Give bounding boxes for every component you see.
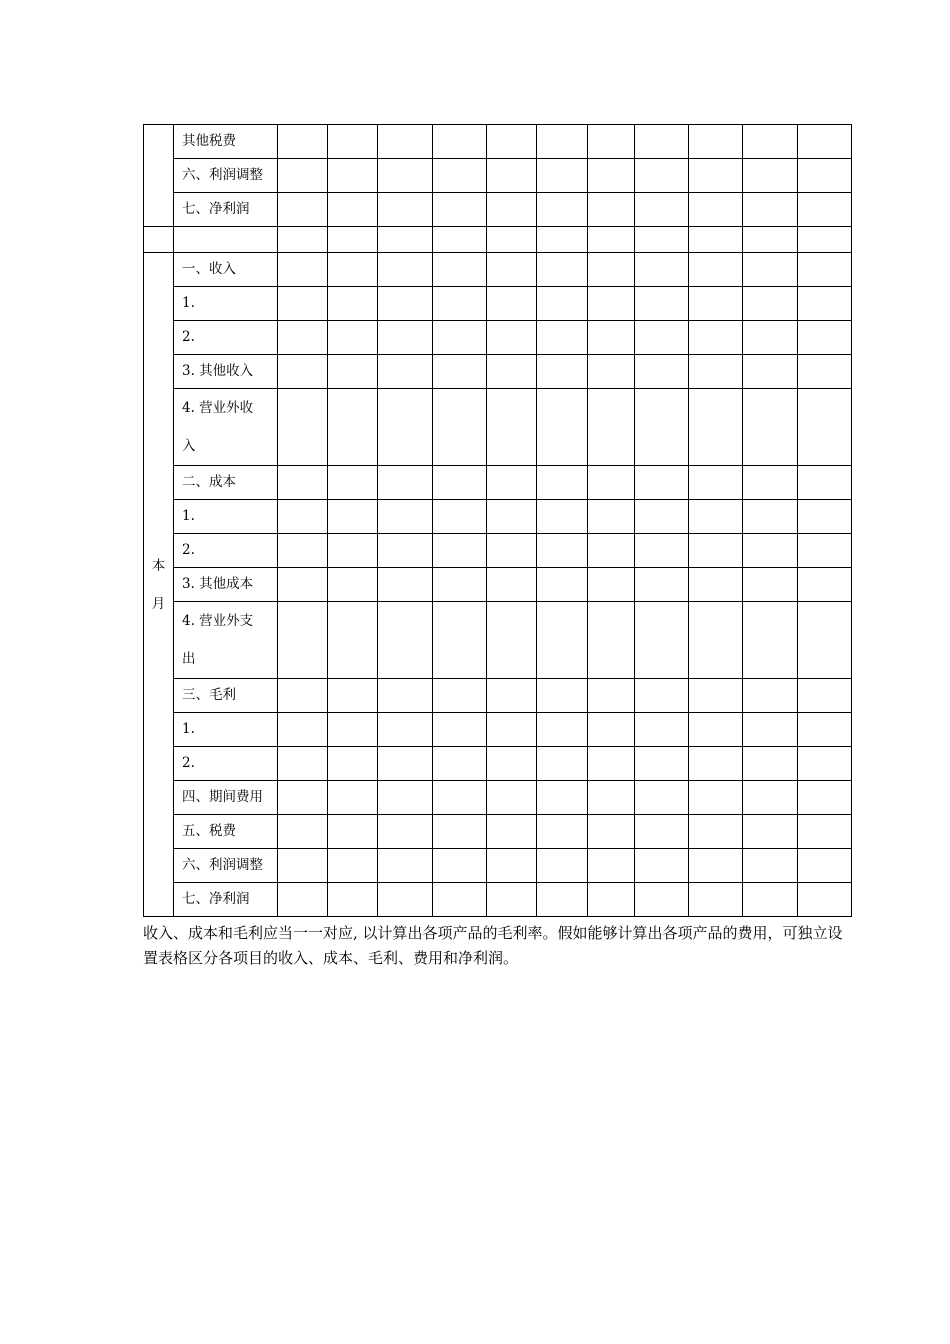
table-cell (588, 193, 635, 227)
table-cell (378, 679, 433, 713)
table-cell (433, 781, 487, 815)
table-cell (378, 781, 433, 815)
table-cell (433, 227, 487, 253)
table-cell (798, 713, 852, 747)
table-cell (798, 287, 852, 321)
row-label (174, 602, 278, 679)
table-cell (689, 815, 743, 849)
table-cell (378, 534, 433, 568)
table-cell (689, 159, 743, 193)
table-cell (433, 159, 487, 193)
table-cell (743, 193, 798, 227)
table-cell (588, 253, 635, 287)
table-cell (689, 466, 743, 500)
table-cell (433, 883, 487, 917)
section-side-label (144, 253, 174, 917)
table-cell (635, 321, 689, 355)
table-cell (328, 679, 378, 713)
table-cell (378, 125, 433, 159)
table-cell (635, 466, 689, 500)
table-cell (433, 602, 487, 679)
table-cell (378, 227, 433, 253)
table-cell (328, 781, 378, 815)
table-cell (588, 466, 635, 500)
table-cell (635, 500, 689, 534)
table-cell (378, 389, 433, 466)
table-cell (689, 355, 743, 389)
table-cell (378, 159, 433, 193)
table-cell (487, 534, 537, 568)
table-cell (635, 679, 689, 713)
table-cell (743, 568, 798, 602)
table-cell (537, 747, 588, 781)
row-label: 2. (174, 747, 278, 781)
table-cell (537, 781, 588, 815)
footnote-text: 收入、成本和毛利应当一一对应, 以计算出各项产品的毛利率。假如能够计算出各项产品的费用，可独立设置表格区分各项目的收入、成本、毛利、费用和净利润。 (143, 924, 843, 967)
table-cell (278, 125, 328, 159)
table-cell (635, 849, 689, 883)
table-cell (798, 747, 852, 781)
table-cell (743, 321, 798, 355)
table-cell (588, 883, 635, 917)
table-cell (635, 568, 689, 602)
table-cell (328, 849, 378, 883)
table-cell (689, 253, 743, 287)
table-cell (743, 227, 798, 253)
table-cell (278, 713, 328, 747)
table-cell (278, 883, 328, 917)
table-cell (635, 713, 689, 747)
table-cell (378, 568, 433, 602)
table-cell (278, 389, 328, 466)
table-cell (433, 466, 487, 500)
table-cell (487, 287, 537, 321)
table-cell (689, 500, 743, 534)
section-side-cell (144, 125, 174, 227)
table-cell (798, 500, 852, 534)
table-cell (743, 883, 798, 917)
table-cell (588, 602, 635, 679)
table-cell (689, 679, 743, 713)
table-cell (487, 747, 537, 781)
table-row (144, 500, 852, 534)
table-cell (278, 287, 328, 321)
table-cell (743, 287, 798, 321)
table-cell (328, 125, 378, 159)
table-cell (588, 389, 635, 466)
row-label: 三、毛利 (174, 679, 278, 713)
table-cell (689, 602, 743, 679)
table-cell (278, 193, 328, 227)
table-cell (278, 321, 328, 355)
row-label: 3. 其他收入 (174, 355, 278, 389)
table-cell (278, 679, 328, 713)
table-cell (433, 534, 487, 568)
table-cell (378, 883, 433, 917)
table-row (144, 287, 852, 321)
table-row (144, 815, 852, 849)
profit-table (143, 124, 852, 917)
table-cell (588, 287, 635, 321)
table-cell (537, 534, 588, 568)
table-cell (487, 568, 537, 602)
row-label: 七、净利润 (174, 883, 278, 917)
table-cell (798, 321, 852, 355)
row-label: 1. (174, 500, 278, 534)
row-label: 六、利润调整 (174, 849, 278, 883)
table-cell (537, 500, 588, 534)
table-cell (743, 747, 798, 781)
table-cell (798, 815, 852, 849)
table-cell (689, 568, 743, 602)
table-cell (378, 815, 433, 849)
table-cell (328, 287, 378, 321)
table-cell (537, 321, 588, 355)
table-cell (635, 253, 689, 287)
table-cell (487, 227, 537, 253)
table-cell (798, 125, 852, 159)
table-row (144, 253, 852, 287)
table-cell (433, 389, 487, 466)
table-cell (433, 500, 487, 534)
table-cell (328, 713, 378, 747)
table-cell (743, 159, 798, 193)
table-cell (328, 389, 378, 466)
table-cell (635, 193, 689, 227)
table-cell (537, 602, 588, 679)
table-cell (537, 253, 588, 287)
table-cell (278, 534, 328, 568)
table-cell (433, 253, 487, 287)
table-cell (487, 781, 537, 815)
table-cell (328, 568, 378, 602)
table-cell (635, 747, 689, 781)
table-cell (798, 781, 852, 815)
table-cell (537, 193, 588, 227)
table-cell (798, 679, 852, 713)
table-cell (537, 389, 588, 466)
table-row (144, 568, 852, 602)
table-cell (433, 321, 487, 355)
table-cell (487, 125, 537, 159)
table-cell (635, 159, 689, 193)
table-cell (278, 781, 328, 815)
table-cell (798, 227, 852, 253)
table-cell (278, 747, 328, 781)
table-cell (433, 747, 487, 781)
table-cell (798, 193, 852, 227)
table-cell (433, 125, 487, 159)
table-cell (689, 534, 743, 568)
table-row (144, 355, 852, 389)
table-cell (743, 253, 798, 287)
table-cell (487, 500, 537, 534)
table-cell (433, 355, 487, 389)
table-cell (487, 849, 537, 883)
table-cell (635, 602, 689, 679)
table-row (144, 159, 852, 193)
row-label: 1. (174, 287, 278, 321)
table-cell (689, 193, 743, 227)
table-cell (689, 321, 743, 355)
table-cell (537, 679, 588, 713)
table-cell (328, 466, 378, 500)
table-cell (635, 781, 689, 815)
table-cell (278, 227, 328, 253)
table-cell (743, 534, 798, 568)
row-label (174, 389, 278, 466)
table-cell (278, 568, 328, 602)
table-cell (537, 568, 588, 602)
table-cell (487, 679, 537, 713)
table-row (144, 781, 852, 815)
table-cell (588, 815, 635, 849)
table-cell (487, 883, 537, 917)
table-cell (433, 287, 487, 321)
table-cell (328, 815, 378, 849)
table-cell (328, 500, 378, 534)
table-cell (537, 159, 588, 193)
table-cell (798, 466, 852, 500)
table-cell (635, 389, 689, 466)
table-cell (743, 849, 798, 883)
table-row (144, 321, 852, 355)
table-cell (487, 321, 537, 355)
table-cell (144, 227, 174, 253)
table-cell (588, 534, 635, 568)
table-cell (588, 713, 635, 747)
table-cell (689, 849, 743, 883)
table-row (144, 883, 852, 917)
table-cell (588, 321, 635, 355)
table-cell (537, 849, 588, 883)
row-label: 1. (174, 713, 278, 747)
table-cell (798, 159, 852, 193)
table-cell (743, 602, 798, 679)
table-cell (798, 849, 852, 883)
table-row (144, 713, 852, 747)
table-cell (278, 602, 328, 679)
table-cell (487, 602, 537, 679)
table-cell (487, 159, 537, 193)
table-cell (743, 500, 798, 534)
table-cell (743, 679, 798, 713)
table-cell (487, 713, 537, 747)
table-cell (378, 602, 433, 679)
spacer-row (144, 227, 852, 253)
table-cell (487, 193, 537, 227)
table-cell (798, 883, 852, 917)
table-cell (278, 815, 328, 849)
table-cell (487, 815, 537, 849)
table-row (144, 534, 852, 568)
table-cell (798, 602, 852, 679)
row-label: 六、利润调整 (174, 159, 278, 193)
table-cell (537, 466, 588, 500)
table-cell (328, 602, 378, 679)
table-cell (689, 227, 743, 253)
table-cell (278, 500, 328, 534)
table-cell (537, 883, 588, 917)
table-cell (798, 253, 852, 287)
table-cell (278, 466, 328, 500)
table-cell (537, 713, 588, 747)
row-label: 2. (174, 321, 278, 355)
table-cell (378, 500, 433, 534)
table-cell (537, 815, 588, 849)
row-label: 五、税费 (174, 815, 278, 849)
table-cell (588, 747, 635, 781)
table-cell (537, 287, 588, 321)
table-cell (689, 125, 743, 159)
table-cell (635, 534, 689, 568)
table-cell (487, 355, 537, 389)
table-cell (378, 466, 433, 500)
table-cell (588, 500, 635, 534)
table-cell (328, 321, 378, 355)
table-cell (635, 355, 689, 389)
table-cell (278, 849, 328, 883)
table-cell (588, 849, 635, 883)
table-cell (378, 355, 433, 389)
table-cell (798, 355, 852, 389)
table-cell (689, 781, 743, 815)
row-label-text: 4. 营业外支出 (182, 613, 254, 667)
row-label: 2. (174, 534, 278, 568)
table-row (144, 466, 852, 500)
table-cell (689, 389, 743, 466)
table-cell (378, 193, 433, 227)
table-cell (588, 568, 635, 602)
table-cell (588, 679, 635, 713)
table-cell (278, 159, 328, 193)
table-cell (328, 747, 378, 781)
table-cell (328, 193, 378, 227)
table-cell (433, 815, 487, 849)
row-label-text: 4. 营业外收入 (182, 400, 254, 454)
table-cell (635, 287, 689, 321)
row-label: 七、净利润 (174, 193, 278, 227)
row-label: 其他税费 (174, 125, 278, 159)
table-cell (328, 534, 378, 568)
table-cell (378, 321, 433, 355)
table-cell (328, 883, 378, 917)
table-cell (378, 713, 433, 747)
table-row (144, 193, 852, 227)
table-cell (174, 227, 278, 253)
table-cell (689, 713, 743, 747)
table-cell (378, 287, 433, 321)
table-cell (487, 466, 537, 500)
table-cell (378, 849, 433, 883)
table-row (144, 389, 852, 466)
table-cell (635, 815, 689, 849)
table-cell (328, 159, 378, 193)
table-cell (798, 534, 852, 568)
table-cell (689, 883, 743, 917)
table-cell (433, 849, 487, 883)
table-cell (588, 781, 635, 815)
row-label: 一、收入 (174, 253, 278, 287)
table-cell (743, 781, 798, 815)
table-cell (378, 747, 433, 781)
table-cell (743, 355, 798, 389)
month-label: 本月 (151, 557, 166, 612)
table-row (144, 849, 852, 883)
table-cell (743, 713, 798, 747)
table-cell (689, 287, 743, 321)
table-cell (328, 227, 378, 253)
table-cell (743, 815, 798, 849)
table-cell (433, 568, 487, 602)
table-cell (278, 355, 328, 389)
table-cell (328, 253, 378, 287)
table-cell (588, 227, 635, 253)
table-cell (537, 125, 588, 159)
table-cell (537, 227, 588, 253)
table-cell (743, 466, 798, 500)
table-row (144, 747, 852, 781)
table-cell (635, 227, 689, 253)
table-cell (588, 125, 635, 159)
table-cell (278, 253, 328, 287)
table-row (144, 125, 852, 159)
table-cell (487, 253, 537, 287)
table-row (144, 602, 852, 679)
table-cell (487, 389, 537, 466)
table-cell (743, 125, 798, 159)
table-cell (433, 193, 487, 227)
table-cell (798, 389, 852, 466)
table-cell (378, 253, 433, 287)
table-cell (588, 159, 635, 193)
row-label: 四、期间费用 (174, 781, 278, 815)
table-cell (689, 747, 743, 781)
table-cell (433, 713, 487, 747)
table-row (144, 679, 852, 713)
table-cell (743, 389, 798, 466)
table-cell (588, 355, 635, 389)
table-cell (328, 355, 378, 389)
table-cell (433, 679, 487, 713)
row-label: 3. 其他成本 (174, 568, 278, 602)
table-cell (537, 355, 588, 389)
table-cell (798, 568, 852, 602)
table-cell (635, 125, 689, 159)
row-label: 二、成本 (174, 466, 278, 500)
table-cell (635, 883, 689, 917)
